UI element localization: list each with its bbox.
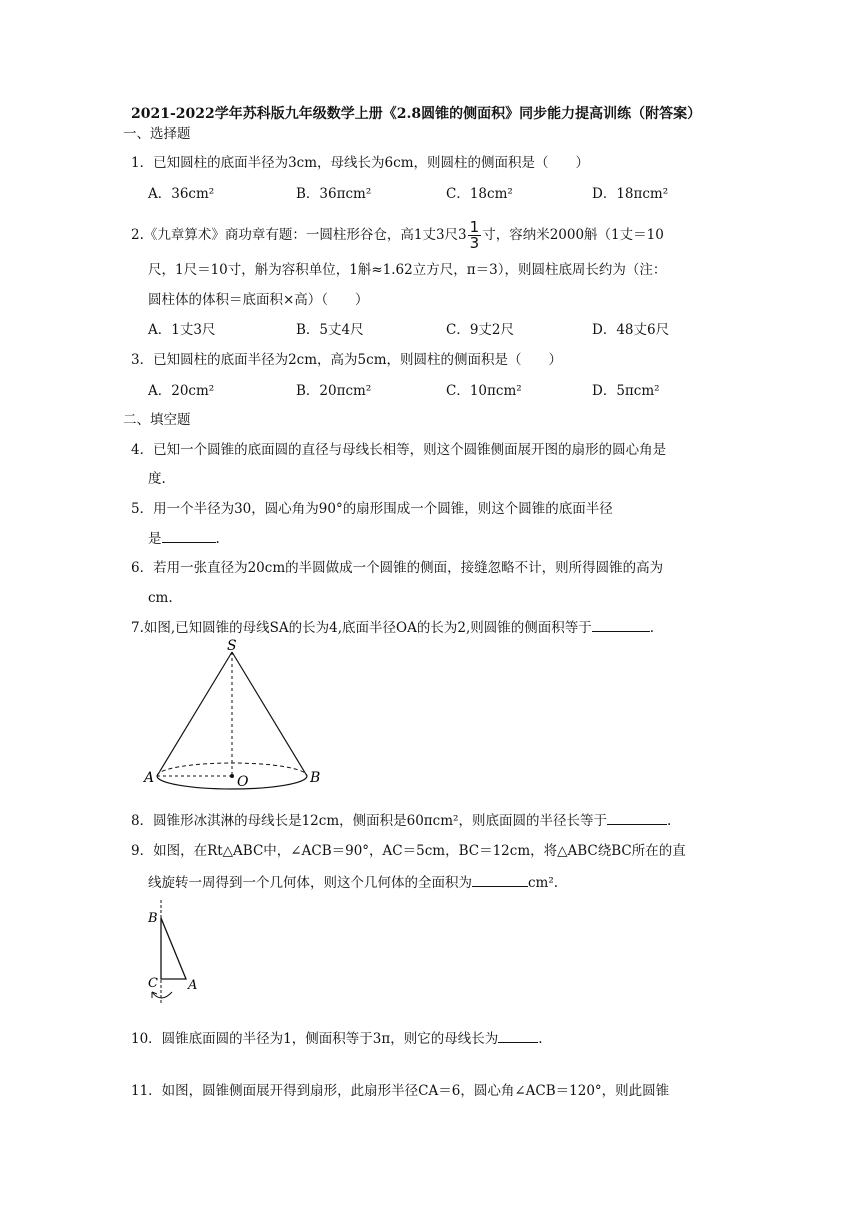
fraction-numerator: 1: [469, 218, 480, 236]
document-title: 2021-2022学年苏科版九年级数学上册《2.8圆锥的侧面积》同步能力提高训练（附答案）: [131, 106, 702, 122]
answer-blank: [607, 810, 667, 825]
choice-b: B．20πcm²: [296, 383, 372, 399]
question-4-line-2: 度.: [148, 471, 166, 487]
triangle-rotation-diagram: [142, 900, 202, 1012]
label-a: A: [188, 978, 198, 993]
fraction: [468, 220, 482, 251]
choice-a: A．1丈3尺: [148, 322, 216, 338]
question-9-text: 线旋转一周得到一个几何体，则这个几何体的全面积为: [148, 875, 472, 891]
question-5-text: 是: [148, 531, 162, 547]
choice-c: C．9丈2尺: [446, 322, 515, 338]
question-7: 7.如图,已知圆锥的母线SA的长为4,底面半径OA的长为2,则圆锥的侧面积等于 .: [131, 617, 654, 638]
question-2-line-1: [131, 220, 664, 251]
question-1: 1．已知圆柱的底面半径为3cm，母线长为6cm，则圆柱的侧面积是（ ）: [131, 155, 589, 171]
section-heading-choice: 一、选择题: [123, 126, 191, 142]
fraction-denominator: 3: [469, 234, 480, 252]
section-heading-fill: 二、填空题: [123, 412, 191, 428]
answer-blank: [592, 617, 650, 632]
question-3-choices: [148, 381, 748, 401]
label-a: A: [144, 770, 155, 786]
choice-c: C．18cm²: [446, 186, 513, 202]
choice-a: A．20cm²: [148, 383, 215, 399]
choice-b: B．36πcm²: [296, 186, 372, 202]
question-8-text: 8．圆锥形冰淇淋的母线长是12cm，侧面积是60πcm²，则底面圆的半径长等于: [131, 813, 607, 829]
question-6-line-2: cm.: [148, 590, 173, 606]
question-2-line-2: 尺，1尺＝10寸，斛为容积单位，1斛≈1.62立方尺，π＝3），则圆柱底周长约为（注：: [148, 262, 667, 278]
answer-blank: [162, 528, 216, 543]
question-2-text-a: 2.《九章算术》商功章有题：一圆柱形谷仓，高1丈3尺3: [131, 227, 467, 243]
question-1-choices: [148, 184, 748, 204]
question-4-line-1: 4．已知一个圆锥的底面圆的直径与母线长相等，则这个圆锥侧面展开图的扇形的圆心角是: [131, 442, 667, 458]
label-b: B: [148, 911, 158, 926]
question-7-text: 7.如图,已知圆锥的母线SA的长为4,底面半径OA的长为2,则圆锥的侧面积等于: [131, 620, 592, 636]
choice-d: D．18πcm²: [592, 186, 669, 202]
question-9-line-1: 9．如图，在Rt△ABC中，∠ACB＝90°，AC＝5cm，BC＝12cm，将△ABC绕BC所在的直: [131, 843, 686, 859]
choice-c: C．10πcm²: [446, 383, 522, 399]
question-3: 3．已知圆柱的底面半径为2cm，高为5cm，则圆柱的侧面积是（ ）: [131, 352, 562, 368]
question-2-text-b: 寸，容纳米2000斛（1丈＝10: [482, 227, 664, 243]
question-8: 8．圆锥形冰淇淋的母线长是12cm，侧面积是60πcm²，则底面圆的半径长等于 .: [131, 810, 671, 831]
question-5-line-1: 5．用一个半径为30，圆心角为90°的扇形围成一个圆锥，则这个圆锥的底面半径: [131, 501, 613, 517]
label-c: C: [148, 976, 158, 991]
question-2-line-3: 圆柱体的体积＝底面积×高）（ ）: [148, 292, 369, 308]
label-s: S: [227, 638, 237, 654]
question-9-unit: cm².: [528, 875, 559, 891]
label-b: B: [310, 770, 321, 786]
question-6-line-1: 6．若用一张直径为20cm的半圆做成一个圆锥的侧面，接缝忽略不计，则所得圆锥的高为: [131, 560, 664, 576]
question-5-line-2: 是 .: [148, 528, 220, 549]
label-o: O: [237, 774, 249, 790]
choice-d: D．5πcm²: [592, 383, 660, 399]
cone-diagram: [140, 638, 330, 790]
answer-blank: [472, 872, 528, 887]
question-10-text: 10．圆锥底面圆的半径为1，侧面积等于3π，则它的母线长为: [131, 1031, 499, 1047]
choice-d: D．48丈6尺: [592, 322, 670, 338]
question-10: 10．圆锥底面圆的半径为1，侧面积等于3π，则它的母线长为 .: [131, 1028, 543, 1049]
question-9-line-2: [148, 872, 558, 893]
choice-b: B．5丈4尺: [296, 322, 364, 338]
question-11: 11．如图，圆锥侧面展开得到扇形，此扇形半径CA＝6，圆心角∠ACB＝120°，则此圆锥: [131, 1083, 670, 1099]
answer-blank: [498, 1028, 538, 1043]
choice-a: A．36cm²: [148, 186, 215, 202]
question-2-choices: [148, 320, 748, 340]
